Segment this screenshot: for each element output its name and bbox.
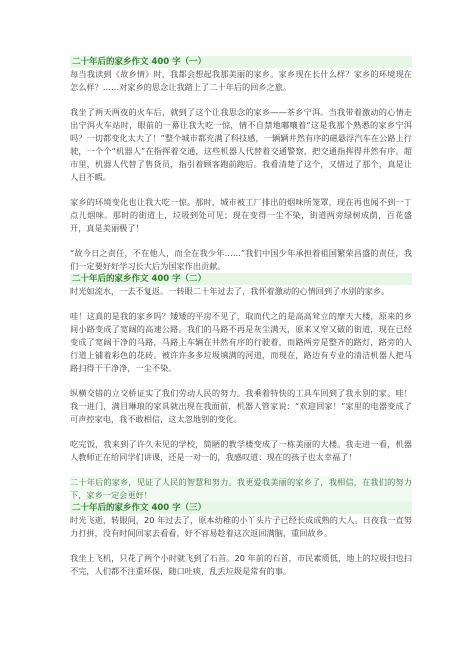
paragraph: 哇！这真的是我的家乡吗？矮矮的平房不见了，取而代之的是高高耸立的摩天大楼，原来的乡间小路变成了宽阔的高速公路。我们的马路不再是灰尘满天，原来又窄又破的街道，现在已经变成了宽阔干净的马路，马路上车辆在井然有序的行驶着，而路两旁是整齐的路灯，路旁的人行道上铺着彩色的花砖。被许许多多垃圾填满的河道，而现在，路边有专业的清洁机器人把马路扫得干干净净，一尘不染。 [70, 311, 412, 373]
paragraph: 每当我读到《故乡情》时，我都会想起我那美丽的家乡。家乡现在长什么样？家乡的环境现在怎么样？……对家乡的思念让我踏上了二十年后的回乡之旅。 [70, 69, 412, 92]
paragraph: 家乡的环境变化也让我大吃一惊。那时，城市被工厂排出的烟味所笼罩，现在再也闻不到一丁点儿烟味。那时的街道上，垃圾到处可见；现在变得一尘不染，街道两旁绿树成荫，百花盛开，真是美丽极了！ [70, 197, 412, 233]
paragraph: 我坐上飞机，只花了两个小时就飞到了石首。20 年前的石首，市民素质低，地上的垃圾扫也扫不完，人们都不注重环保，随口吐痰，乱丢垃圾是常有的事。 [70, 553, 412, 576]
paragraph: 时光如流水，一去不复返。一转眼二十年过去了，我怀着激动的心情回到了水别的家乡。 [70, 286, 390, 296]
paragraph-highlighted: 二十年后的家乡，见证了人民的智慧和努力。我更爱我美丽的家乡了，我相信，在我们的努力下，家乡一定会更好！ [70, 477, 412, 500]
paragraph: 吃完饭，我来到了许久未见的学校，简陋的教学楼变成了一栋美丽的大楼。我走进一看，机器人教师正在给同学们讲课，还是一对一的，我感叹道：现在的孩子也太幸福了！ [70, 439, 412, 462]
paragraph: “故今日之责任，不在他人，而全在我少年……”我们中国少年承担着祖国繁荣昌盛的责任，我们一定要好好学习长大后为国家作出贡献。 [70, 248, 412, 271]
paragraph: 纵横交错的立交桥证实了我们劳动人民的努力。我乘着特快的工具车回到了我永别的家。哇！我一进门，满目琳琅的家具就出现在我面前，机器人管家说：“欢迎回家！”家里的电器变成了可声控家电，我不敢相信，这太忽地别的变化。 [70, 388, 412, 424]
paragraph: 我坐了两天两夜的火车后，就到了这个让我思念的家乡——茶乡宁洱。当我带着激动的心情走出宁洱火车站时，眼前的一幕让我大吃一惊，情不自禁地嘟嚷着“这是我那个熟悉的家乡宁洱吗？一切都变化太大了！”整个城市都充满了科技感，一辆辆井然有序的磁悬浮汽车在公路上行驶，一个个“机器人”在指挥着交通，这些机器人代替着交通警察，把交通指挥得井然有序。超市里，机器人代替了售货员，指引着顾客跑前跑后。我看清楚了这个，又惜过了那个，真是让人目不暇。 [70, 107, 412, 182]
section-title: 二十年后的家乡作文 400 字（三） [70, 502, 412, 514]
section-1 [70, 56, 412, 273]
section-title: 二十年后的家乡作文 400 字（二） [70, 273, 412, 285]
section-title: 二十年后的家乡作文 400 字（一） [70, 56, 412, 68]
section-2 [70, 273, 412, 502]
paragraph: 时光飞逝，转眼间，20 年过去了，原本幼稚的小丫头片子已经长成成熟的大人。日夜我一直努力打拼，没有时间回家去看看，好不容易趁着这次返回满脑，重回故乡。 [70, 515, 412, 538]
section-3 [70, 502, 412, 578]
